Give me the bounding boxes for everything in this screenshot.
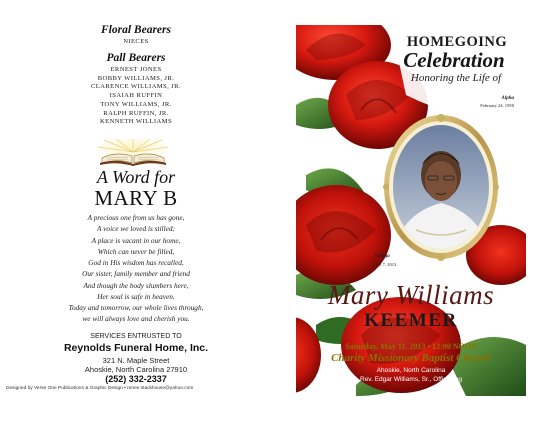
cover-honoring: Honoring the Life of: [410, 72, 502, 84]
funeral-home-city: Ahoskie, North Carolina 27910: [84, 365, 188, 374]
pall-bearer-name: CLARENCE WILLIAMS, JR.: [90, 83, 181, 91]
poem-line: A place is vacant in our home,: [91, 235, 181, 245]
pall-bearer-name: KENNETH WILLIAMS: [99, 118, 173, 126]
pall-bearers-title: Pall Bearers: [106, 52, 166, 64]
poem-line: Which can never be filled,: [97, 246, 175, 256]
pall-bearer-name: TONY WILLIAMS, JR.: [100, 100, 172, 108]
cover-heading: HOMEGOING: [406, 34, 508, 50]
pall-bearer-name: RALPH RUFFIN, JR.: [103, 109, 169, 117]
closing-line: Today and tomorrow, our whole lives through,: [68, 303, 204, 312]
open-bible-icon: [94, 139, 172, 167]
program-back-panel: [0, 0, 272, 421]
word-for-heading: A Word for: [96, 167, 176, 187]
pall-bearer-name: ERNEST JONES: [110, 66, 162, 73]
officiant: Rev. Edgar Williams, Sr., Officiating: [360, 376, 462, 383]
poem-line: And though the body slumbers here,: [83, 280, 189, 290]
poem-line: A precious one from us has gone,: [87, 213, 185, 222]
funeral-home-street: 321 N. Maple Street: [102, 356, 170, 365]
program-cover: [296, 25, 526, 396]
church-name: Charity Missionary Baptist Church: [331, 352, 491, 364]
word-for-name: MARY B: [94, 186, 178, 210]
poem-line: Her soul is safe in heaven.: [97, 292, 175, 302]
floral-bearers-title: Floral Bearers: [101, 24, 171, 36]
pall-bearers-list: [0, 66, 272, 127]
designer-credit: Designed by Verse One Publications & Graphic Design • renee.stackhouse@yahoo.com: [6, 386, 194, 391]
death-date: May 7, 2013: [373, 262, 397, 267]
birth-date: February 24, 1950: [480, 103, 514, 108]
alpha-label: Alpha: [501, 96, 514, 101]
pall-bearer-name: ISAIAH RUFFIN: [109, 92, 163, 100]
poem-line: A voice we loved is stilled;: [97, 224, 175, 234]
poem-line: Our sister, family member and friend: [82, 269, 190, 279]
omega-label: Omega: [375, 254, 390, 259]
floral-bearers-names: NIECES: [123, 38, 149, 45]
deceased-surname: KEEMER: [364, 310, 458, 331]
cover-celebration: Celebration: [403, 48, 505, 72]
closing-verse: [0, 302, 272, 325]
funeral-home-phone: (252) 332-2337: [105, 374, 167, 384]
pall-bearer-name: BOBBY WILLIAMS, JR.: [97, 74, 175, 82]
service-datetime: Saturday, May 11, 2013 • 12:00 NOON: [345, 342, 477, 351]
closing-line: we will always love and cherish you.: [82, 314, 190, 324]
funeral-home-name: Reynolds Funeral Home, Inc.: [63, 342, 209, 354]
poem: [0, 212, 272, 302]
services-entrusted-label: SERVICES ENTRUSTED TO: [90, 333, 182, 340]
church-city: Ahoskie, North Carolina: [376, 367, 446, 374]
poem-line: God in His wisdom has recalled,: [88, 258, 184, 268]
deceased-first-names: Mary Williams: [327, 280, 495, 310]
